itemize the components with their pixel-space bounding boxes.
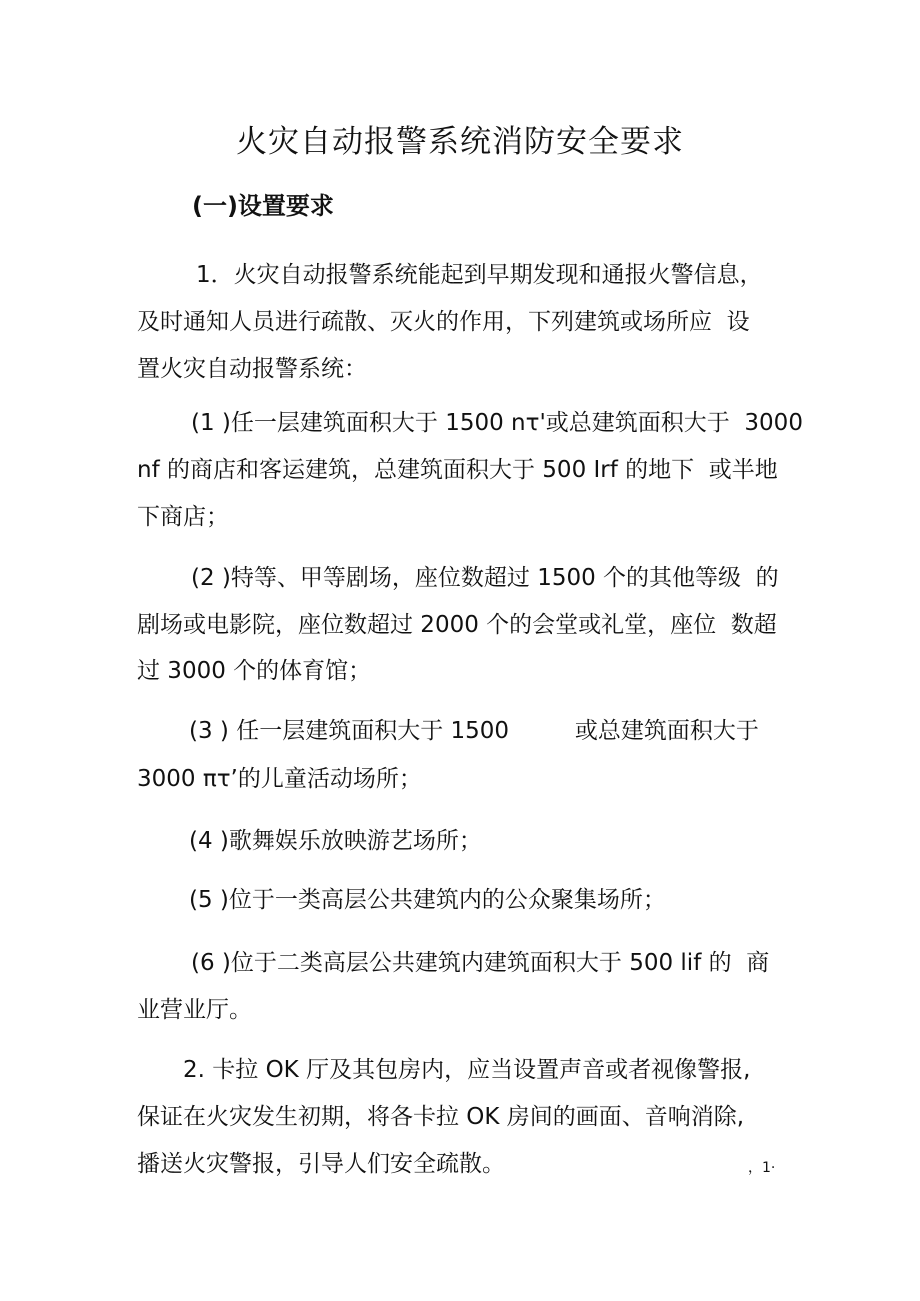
page-number: ，1· [748, 1160, 776, 1176]
paragraph-line: (5 )位于一类高层公共建筑内的公众聚集场所； [189, 887, 666, 913]
paragraph-line: 剧场或电影院，座位数超过 2000 个的会堂或礼堂，座位 数超 [137, 612, 777, 638]
paragraph-line: (6 )位于二类高层公共建筑内建筑面积大于 500 lif 的 商 [191, 950, 770, 976]
paragraph-line: 保证在火灾发生初期，将各卡拉 OK 房间的画面、音响消除, [137, 1104, 745, 1130]
paragraph-line: 业营业厅。 [137, 997, 252, 1023]
paragraph-line: (1 )任一层建筑面积大于 1500 nτ'或总建筑面积大于 3000 [191, 410, 803, 436]
paragraph-line: 1．火灾自动报警系统能起到早期发现和通报火警信息， [196, 262, 763, 288]
paragraph-line: (4 )歌舞娱乐放映游艺场所； [189, 828, 482, 854]
paragraph-line: 3000 πτ’的儿童活动场所； [137, 766, 422, 792]
paragraph-line: 及时通知人员进行疏散、灭火的作用，下列建筑或场所应 设 [137, 309, 750, 335]
paragraph-line: 置火灾自动报警系统： [137, 356, 367, 382]
paragraph-line: 下商店； [137, 504, 229, 530]
paragraph-line: nf 的商店和客运建筑，总建筑面积大于 500 Irf 的地下 或半地 [137, 457, 778, 483]
section-heading: (一)设置要求 [192, 192, 334, 220]
paragraph-line: (3 ) 任一层建筑面积大于 1500 或总建筑面积大于 [189, 718, 759, 744]
paragraph-line: 过 3000 个的体育馆； [137, 658, 372, 684]
document-title: 火灾自动报警系统消防安全要求 [236, 124, 684, 160]
paragraph-line: 2. 卡拉 OK 厅及其包房内，应当设置声音或者视像警报, [183, 1057, 751, 1083]
paragraph-line: (2 )特等、甲等剧场，座位数超过 1500 个的其他等级 的 [191, 565, 779, 591]
paragraph-line: 播送火灾警报，引导人们安全疏散。 [137, 1151, 505, 1177]
